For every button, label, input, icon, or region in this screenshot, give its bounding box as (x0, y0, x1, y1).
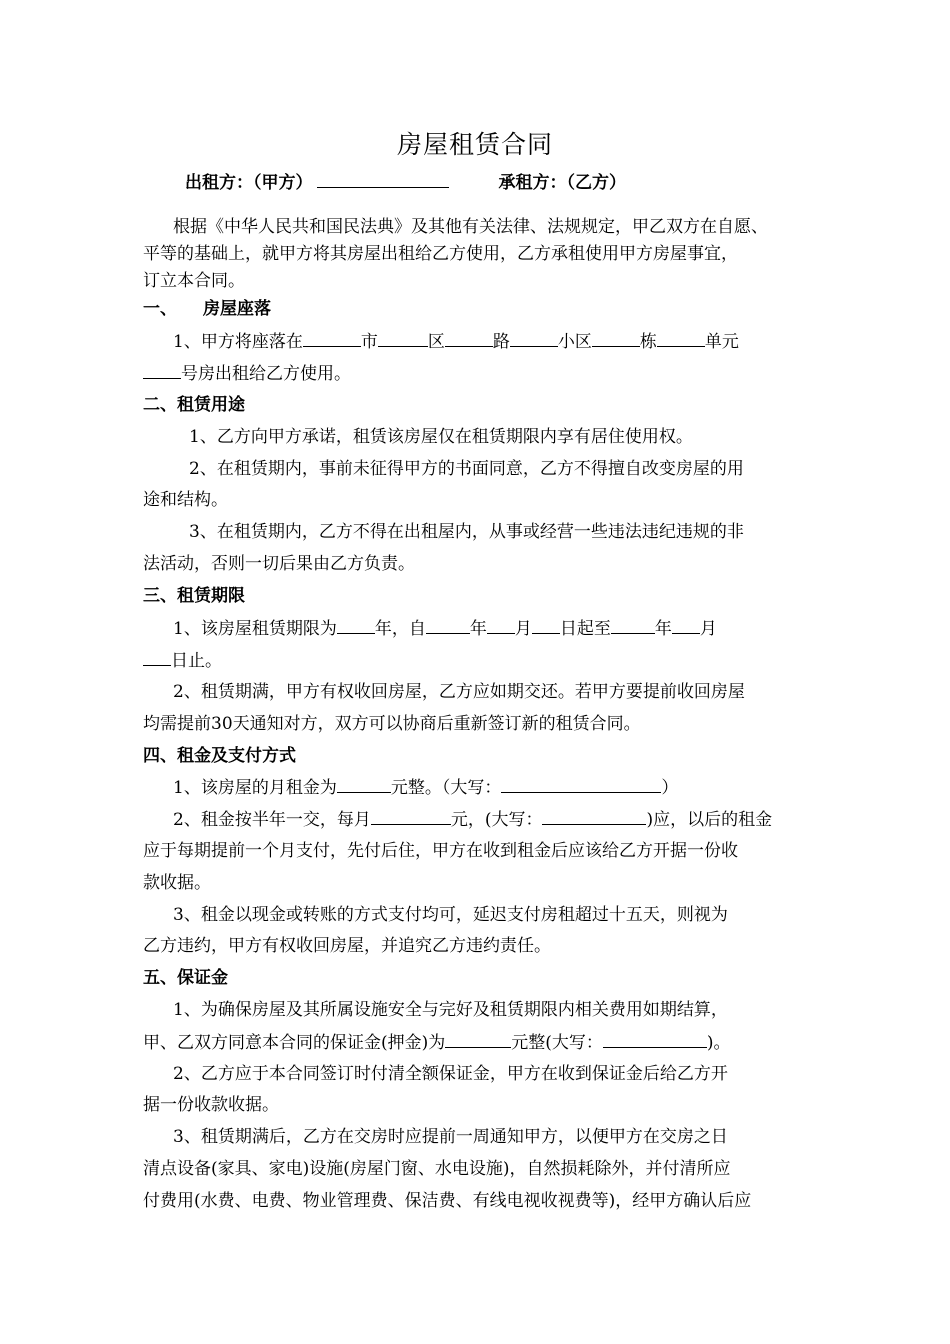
section-heading: 二、租赁用途 (143, 395, 245, 415)
clause-line: 乙方违约，甲方有权收回房屋，并追究乙方违约责任。 (143, 936, 551, 956)
clause-line: 均需提前30天通知对方，双方可以协商后重新签订新的租赁合同。 (143, 714, 641, 734)
clause-line: 清点设备(家具、家电)设施(房屋门窗、水电设施)，自然损耗除外，并付清所应 (143, 1159, 731, 1179)
clause-line: 1、该房屋的月租金为 元整。（大写： ） (173, 778, 679, 798)
clause-line: 2、租金按半年一交，每月 元，(大写： )应，以后的租金 (173, 810, 773, 830)
clause-line: 日止。 (143, 649, 222, 672)
clause-line: 1、甲方将座落在 市 区 路 小区 栋 单元 (173, 332, 739, 352)
section-heading: 五、保证金 (143, 968, 228, 988)
lessee-label: 承租方：（乙方） (498, 173, 626, 193)
clause-line: 1、为确保房屋及其所属设施安全与完好及租赁期限内相关费用如期结算， (173, 1000, 728, 1020)
intro-line: 根据《中华人民共和国民法典》及其他有关法律、法规规定，甲乙双方在自愿、 (173, 217, 768, 237)
document-title: 房屋租赁合同 (396, 130, 553, 159)
lessor-blank (317, 173, 449, 188)
clause-line: 付费用(水费、电费、物业管理费、保洁费、有线电视收视费等)，经甲方确认后应 (143, 1191, 752, 1211)
intro-line: 订立本合同。 (143, 271, 245, 291)
clause-line: 3、在租赁期内，乙方不得在出租屋内，从事或经营一些违法违纪违规的非 (189, 522, 744, 542)
section-title: 房屋座落 (203, 299, 271, 319)
clause-line: 号房出租给乙方使用。 (143, 362, 351, 385)
clause-line: 2、租赁期满，甲方有权收回房屋，乙方应如期交还。若甲方要提前收回房屋 (173, 682, 745, 702)
clause-line: 2、乙方应于本合同签订时付清全额保证金，甲方在收到保证金后给乙方开 (173, 1064, 728, 1084)
clause-line: 1、该房屋租赁期限为 年，自 年 月 日起至 年 月 (173, 619, 717, 639)
section-heading: 三、租赁期限 (143, 586, 245, 606)
clause-line: 据一份收款收据。 (143, 1095, 279, 1115)
section-number: 一、 (143, 299, 177, 319)
clause-line: 甲、乙双方同意本合同的保证金(押金)为 元整(大写： )。 (143, 1033, 731, 1053)
lessor-label: 出租方：（甲方） (185, 173, 313, 193)
parties-line (185, 168, 626, 193)
intro-line: 平等的基础上，就甲方将其房屋出租给乙方使用，乙方承租使用甲方房屋事宜， (143, 244, 738, 264)
clause-line: 2、在租赁期内，事前未征得甲方的书面同意，乙方不得擅自改变房屋的用 (189, 459, 744, 479)
clause-line: 1、乙方向甲方承诺，租赁该房屋仅在租赁期限内享有居住使用权。 (189, 427, 693, 447)
section-heading (143, 298, 271, 320)
clause-line: 途和结构。 (143, 490, 228, 510)
clause-line: 3、租金以现金或转账的方式支付均可，延迟支付房租超过十五天，则视为 (173, 905, 728, 925)
clause-line: 应于每期提前一个月支付，先付后住，甲方在收到租金后应该给乙方开据一份收 (143, 841, 738, 861)
clause-line: 法活动，否则一切后果由乙方负责。 (143, 554, 415, 574)
clause-line: 款收据。 (143, 873, 211, 893)
clause-line: 3、租赁期满后，乙方在交房时应提前一周通知甲方，以便甲方在交房之日 (173, 1127, 728, 1147)
section-heading: 四、租金及支付方式 (143, 746, 296, 766)
